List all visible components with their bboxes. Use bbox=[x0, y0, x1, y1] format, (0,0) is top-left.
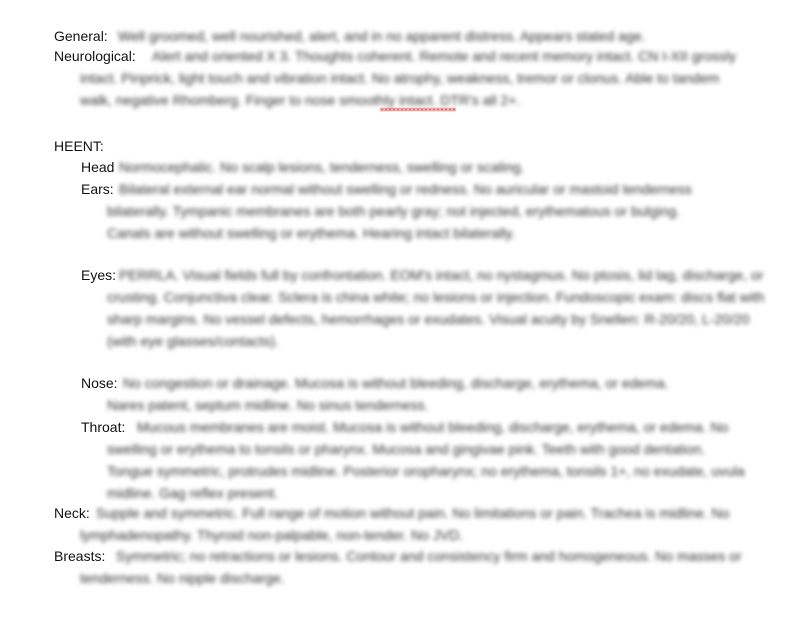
general-label: General: bbox=[54, 28, 108, 44]
ears-label: Ears: bbox=[81, 181, 114, 197]
eyes-section bbox=[81, 264, 781, 374]
nose-label: Nose: bbox=[81, 375, 118, 391]
head-label: Head bbox=[81, 159, 115, 175]
neck-section bbox=[54, 502, 754, 546]
nose-text: No congestion or drainage. Mucosa is without bleeding, discharge, erythema, or edema. Nares patent, septum midline. No sinus tenderness. bbox=[107, 375, 669, 413]
spellcheck-underline bbox=[380, 108, 456, 111]
throat-text: Mucous membranes are moist. Mucosa is without bleeding, discharge, erythema, or edema. No swelling or erythema to tonsils or pharynx. Mucosa and gingivae pink. Teeth with good dentation. Tongue symmetric, protrudes midline. Posterior oropharynx; no erythema, tonsils 1+, no exudate, uvula midline. Gag reflex present. bbox=[107, 419, 745, 501]
throat-section bbox=[81, 416, 781, 504]
ears-text: Bilateral external ear normal without swelling or redness. No auricular or mastoid tenderness bilaterally. Tympanic membranes are both pearly gray; not injected, erythematous or bulging. Canals are without swelling or erythema. Hearing intact bilaterally. bbox=[107, 181, 692, 241]
ears-section bbox=[81, 178, 781, 266]
neck-text: Supple and symmetric. Full range of motion without pain. No limitations or pain. Trachea is midline. No lymphadenopathy. Thyroid non-palpable, non-tender. No JVD. bbox=[80, 505, 730, 543]
neurological-text: Alert and oriented X 3. Thoughts coherent. Remote and recent memory intact. CN I-XII grossly intact. Pinprick, light touch and vibration intact. No atrophy, weakness, tremor or clonus. Able to tandem walk, negative Rhomberg. Finger to nose smoothly intact. DTR's all 2+. bbox=[80, 48, 737, 108]
eyes-text: PERRLA. Visual fields full by confrontation. EOM's intact, no nystagmus. No ptosis, lid lag, discharge, or crusting. Conjunctiva clear. Sclera is china white; no lesions or injection. Fundoscopic exam: discs flat with sharp margins. No vessel defects, hemorrhages or exudates. Visual acuity by Snellen: R-20/20, L-20/20 (with eye glasses/contacts). bbox=[107, 267, 765, 349]
head-section bbox=[81, 156, 781, 178]
eyes-label: Eyes: bbox=[81, 267, 117, 283]
breasts-label: Breasts: bbox=[54, 548, 106, 564]
breasts-text: Symmetric; no retractions or lesions. Contour and consistency firm and homogeneous. No masses or tenderness. No nipple discharge. bbox=[80, 548, 742, 586]
neurological-section bbox=[54, 45, 754, 133]
neurological-label: Neurological: bbox=[54, 48, 136, 64]
general-section bbox=[54, 25, 754, 47]
nose-section bbox=[81, 372, 781, 416]
head-text: Normocephalic. No scalp lesions, tenderness, swelling or scaling. bbox=[119, 159, 525, 175]
breasts-section bbox=[54, 545, 754, 589]
neck-label: Neck: bbox=[54, 505, 90, 521]
throat-label: Throat: bbox=[81, 419, 126, 435]
general-text: Well groomed, well nourished, alert, and in no apparent distress. Appears stated age. bbox=[118, 28, 646, 44]
heent-heading: HEENT: bbox=[54, 138, 104, 154]
